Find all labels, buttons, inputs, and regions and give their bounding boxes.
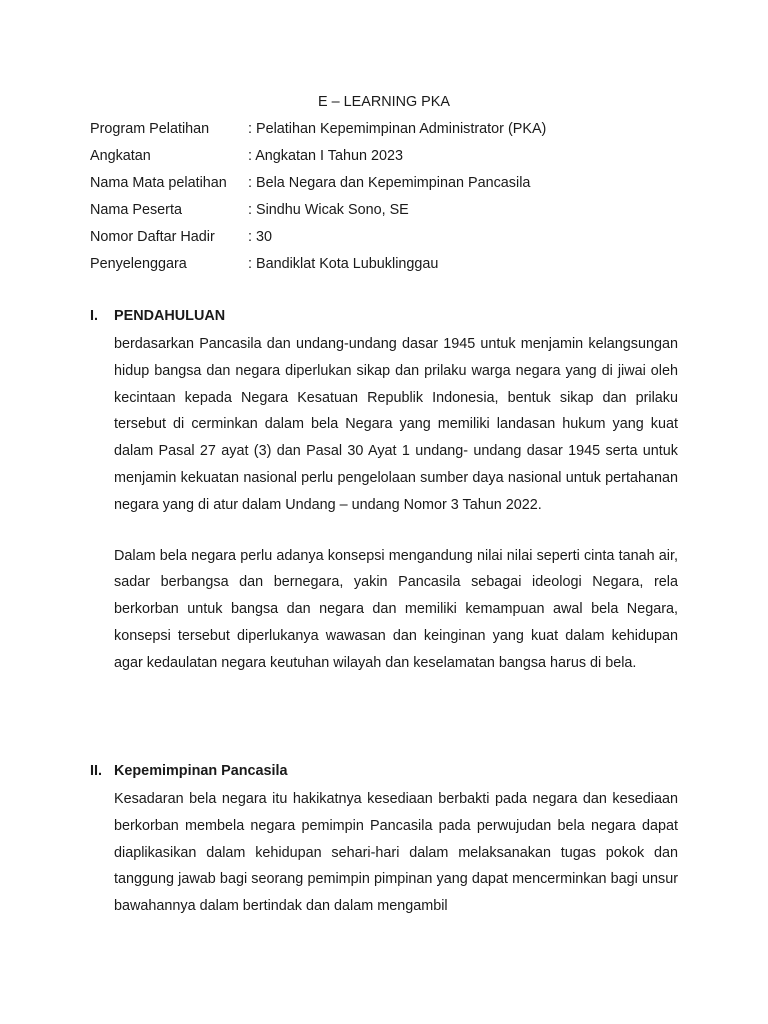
info-label: Angkatan — [90, 148, 151, 164]
info-label: Nama Mata pelatihan — [90, 175, 227, 191]
info-value: : Bela Negara dan Kepemimpinan Pancasila — [248, 175, 531, 191]
info-row-penyelenggara — [90, 253, 690, 280]
info-row-peserta — [90, 199, 690, 226]
section-number: II. — [90, 763, 102, 779]
info-row-angkatan — [90, 145, 690, 172]
section-number: I. — [90, 308, 98, 324]
paragraph: berdasarkan Pancasila dan undang-undang dasar 1945 untuk menjamin kelangsungan hidup bangsa dan negara diperlukan sikap dan prilaku warga negara yang di jiwai oleh kecintaan kepada Negara Kesatuan Republik Indonesia, bentuk sikap dan prilaku tersebut di cerminkan dalam bela Negara yang memiliki landasan hukum yang kuat dalam Pasal 27 ayat (3) dan Pasal 30 Ayat 1 undang- undang dasar 1945 serta untuk menjamin kekuatan nasional perlu pengelolaan sumber daya nasional untuk pertahanan negara yang di atur dalam Undang – undang Nomor 3 Tahun 2022. — [114, 336, 678, 513]
section-body — [114, 331, 678, 677]
info-value: : Pelatihan Kepemimpinan Administrator (PKA) — [248, 121, 547, 137]
section-heading — [90, 760, 678, 786]
paragraph: Kesadaran bela negara itu hakikatnya kesediaan berbakti pada negara dan kesediaan berkorban membela negara pemimpin Pancasila pada perwujudan bela negara dapat diaplikasikan dalam kehidupan sehari-hari dalam melaksanakan tugas pokok dan tanggung jawab bagi seorang pemimpin pimpinan yang dapat mencerminkan bagi unsur bawahannya dalam bertindak dan dalam mengambil — [114, 791, 678, 915]
paragraph: Dalam bela negara perlu adanya konsepsi mengandung nilai nilai seperti cinta tanah air, sadar berbangsa dan bernegara, yakin Pancasila sebagai ideologi Negara, rela berkorban untuk bangsa dan negara dan memiliki kemampuan awal bela Negara, konsepsi tersebut diperlukanya wawasan dan keinginan yang kuat dalam kehidupan agar kedaulatan negara keutuhan wilayah dan keselamatan bangsa harus di bela. — [114, 547, 678, 671]
info-value: : Bandiklat Kota Lubuklinggau — [248, 256, 439, 272]
section-kepemimpinan — [90, 760, 678, 920]
info-row-mata-pelatihan — [90, 172, 690, 199]
info-value: : 30 — [248, 229, 273, 245]
section-title: PENDAHULUAN — [114, 308, 226, 324]
info-row-program — [90, 118, 690, 145]
info-value: : Sindhu Wicak Sono, SE — [248, 202, 409, 218]
info-label: Nomor Daftar Hadir — [90, 229, 215, 245]
info-label: Program Pelatihan — [90, 121, 210, 137]
section-heading — [90, 305, 678, 331]
section-title: Kepemimpinan Pancasila — [114, 763, 288, 779]
info-row-daftar-hadir — [90, 226, 690, 253]
info-value: : Angkatan I Tahun 2023 — [248, 148, 403, 164]
section-body — [114, 786, 678, 920]
info-label: Nama Peserta — [90, 202, 182, 218]
info-table — [90, 118, 690, 280]
document-title: E – LEARNING PKA — [318, 94, 450, 110]
section-pendahuluan — [90, 305, 678, 677]
info-label: Penyelenggara — [90, 256, 187, 272]
